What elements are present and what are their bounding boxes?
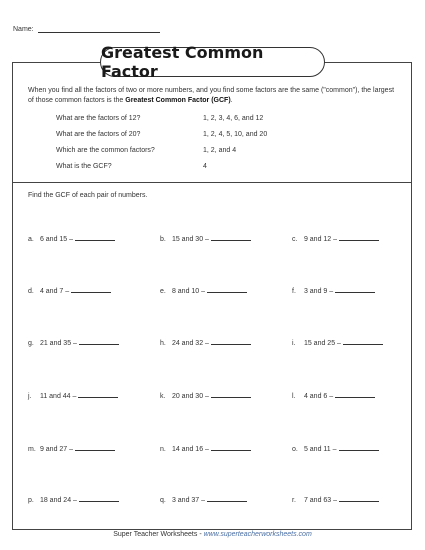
problem-text: 14 and 16 – (171, 446, 209, 453)
instructions: Find the GCF of each pair of numbers. (28, 192, 148, 199)
problem-item (28, 444, 115, 453)
answer-blank[interactable] (335, 391, 375, 398)
answer-blank[interactable] (339, 234, 379, 241)
problem-label: h. (160, 340, 166, 347)
problem-label: q. (160, 497, 166, 504)
problem-item (28, 495, 119, 504)
problem-text: 4 and 7 – (39, 288, 70, 295)
problem-text: 24 and 32 – (171, 340, 209, 347)
intro-text-end: . (230, 97, 233, 104)
problem-label: k. (160, 393, 166, 400)
problem-item (28, 391, 118, 400)
intro-paragraph (28, 86, 400, 106)
name-blank-line[interactable] (38, 24, 160, 33)
problem-item (160, 391, 251, 400)
answer-blank[interactable] (339, 444, 379, 451)
problem-label: g. (28, 340, 34, 347)
problem-label: m. (28, 446, 36, 453)
name-label: Name: (13, 26, 34, 33)
problem-item (292, 495, 379, 504)
problem-item (292, 391, 375, 400)
problem-text: 20 and 30 – (171, 393, 209, 400)
example-question: What is the GCF? (56, 163, 112, 170)
answer-blank[interactable] (211, 391, 251, 398)
problem-label: n. (160, 446, 166, 453)
problem-text: 4 and 6 – (303, 393, 334, 400)
problem-text: 6 and 15 – (39, 236, 74, 243)
footer-url-link[interactable]: www.superteacherworksheets.com (203, 531, 312, 538)
answer-blank[interactable] (335, 286, 375, 293)
problem-item (292, 444, 379, 453)
section-divider (12, 182, 412, 183)
problem-label: f. (292, 288, 296, 295)
problem-label: r. (292, 497, 296, 504)
problem-label: a. (28, 236, 34, 243)
answer-blank[interactable] (79, 338, 119, 345)
problem-label: d. (28, 288, 34, 295)
example-answer: 1, 2, and 4 (203, 147, 237, 154)
problem-item (292, 286, 375, 295)
example-question: What are the factors of 20? (56, 131, 141, 138)
problem-text: 11 and 44 – (39, 393, 77, 400)
problem-item (160, 444, 251, 453)
footer-brand: Super Teacher Worksheets (113, 531, 198, 538)
problem-text: 5 and 11 – (303, 446, 337, 453)
footer (0, 531, 425, 538)
problem-item (28, 234, 115, 243)
problem-text: 15 and 30 – (171, 236, 209, 243)
answer-blank[interactable] (211, 234, 251, 241)
answer-blank[interactable] (207, 495, 247, 502)
problem-item (28, 338, 119, 347)
problem-item (160, 234, 251, 243)
problem-text: 3 and 37 – (171, 497, 206, 504)
answer-blank[interactable] (211, 338, 251, 345)
problem-item (160, 495, 247, 504)
problem-item (160, 338, 251, 347)
answer-blank[interactable] (71, 286, 111, 293)
problem-text: 15 and 25 – (303, 340, 341, 347)
problem-item (292, 234, 379, 243)
problem-item (160, 286, 247, 295)
example-answer: 4 (203, 163, 207, 170)
problem-text: 18 and 24 – (39, 497, 77, 504)
problem-text: 8 and 10 – (171, 288, 206, 295)
answer-blank[interactable] (75, 234, 115, 241)
example-question: Which are the common factors? (56, 147, 155, 154)
problem-label: c. (292, 236, 298, 243)
answer-blank[interactable] (78, 391, 118, 398)
problem-label: e. (160, 288, 166, 295)
problem-text: 9 and 12 – (303, 236, 338, 243)
intro-bold-term: Greatest Common Factor (GCF) (125, 97, 231, 104)
answer-blank[interactable] (343, 338, 383, 345)
problem-text: 7 and 63 – (303, 497, 338, 504)
answer-blank[interactable] (211, 444, 251, 451)
answer-blank[interactable] (339, 495, 379, 502)
problem-text: 3 and 9 – (303, 288, 334, 295)
problem-item (292, 338, 383, 347)
example-answer: 1, 2, 4, 5, 10, and 20 (203, 131, 268, 138)
example-question: What are the factors of 12? (56, 115, 141, 122)
problem-label: l. (292, 393, 296, 400)
problem-label: j. (28, 393, 32, 400)
problem-item (28, 286, 111, 295)
name-field (13, 24, 160, 33)
answer-blank[interactable] (75, 444, 115, 451)
page-title: Greatest Common Factor (100, 47, 325, 77)
footer-separator: - (197, 531, 204, 538)
problem-text: 9 and 27 – (39, 446, 74, 453)
problem-text: 21 and 35 – (39, 340, 77, 347)
answer-blank[interactable] (79, 495, 119, 502)
example-answer: 1, 2, 3, 4, 6, and 12 (203, 115, 264, 122)
problem-label: i. (292, 340, 296, 347)
intro-text: When you find all the factors of two or more numbers, and you find some factors are the same ("common"), the largest of those common factors is the (28, 87, 395, 104)
answer-blank[interactable] (207, 286, 247, 293)
problem-label: o. (292, 446, 298, 453)
problem-label: b. (160, 236, 166, 243)
problem-label: p. (28, 497, 34, 504)
